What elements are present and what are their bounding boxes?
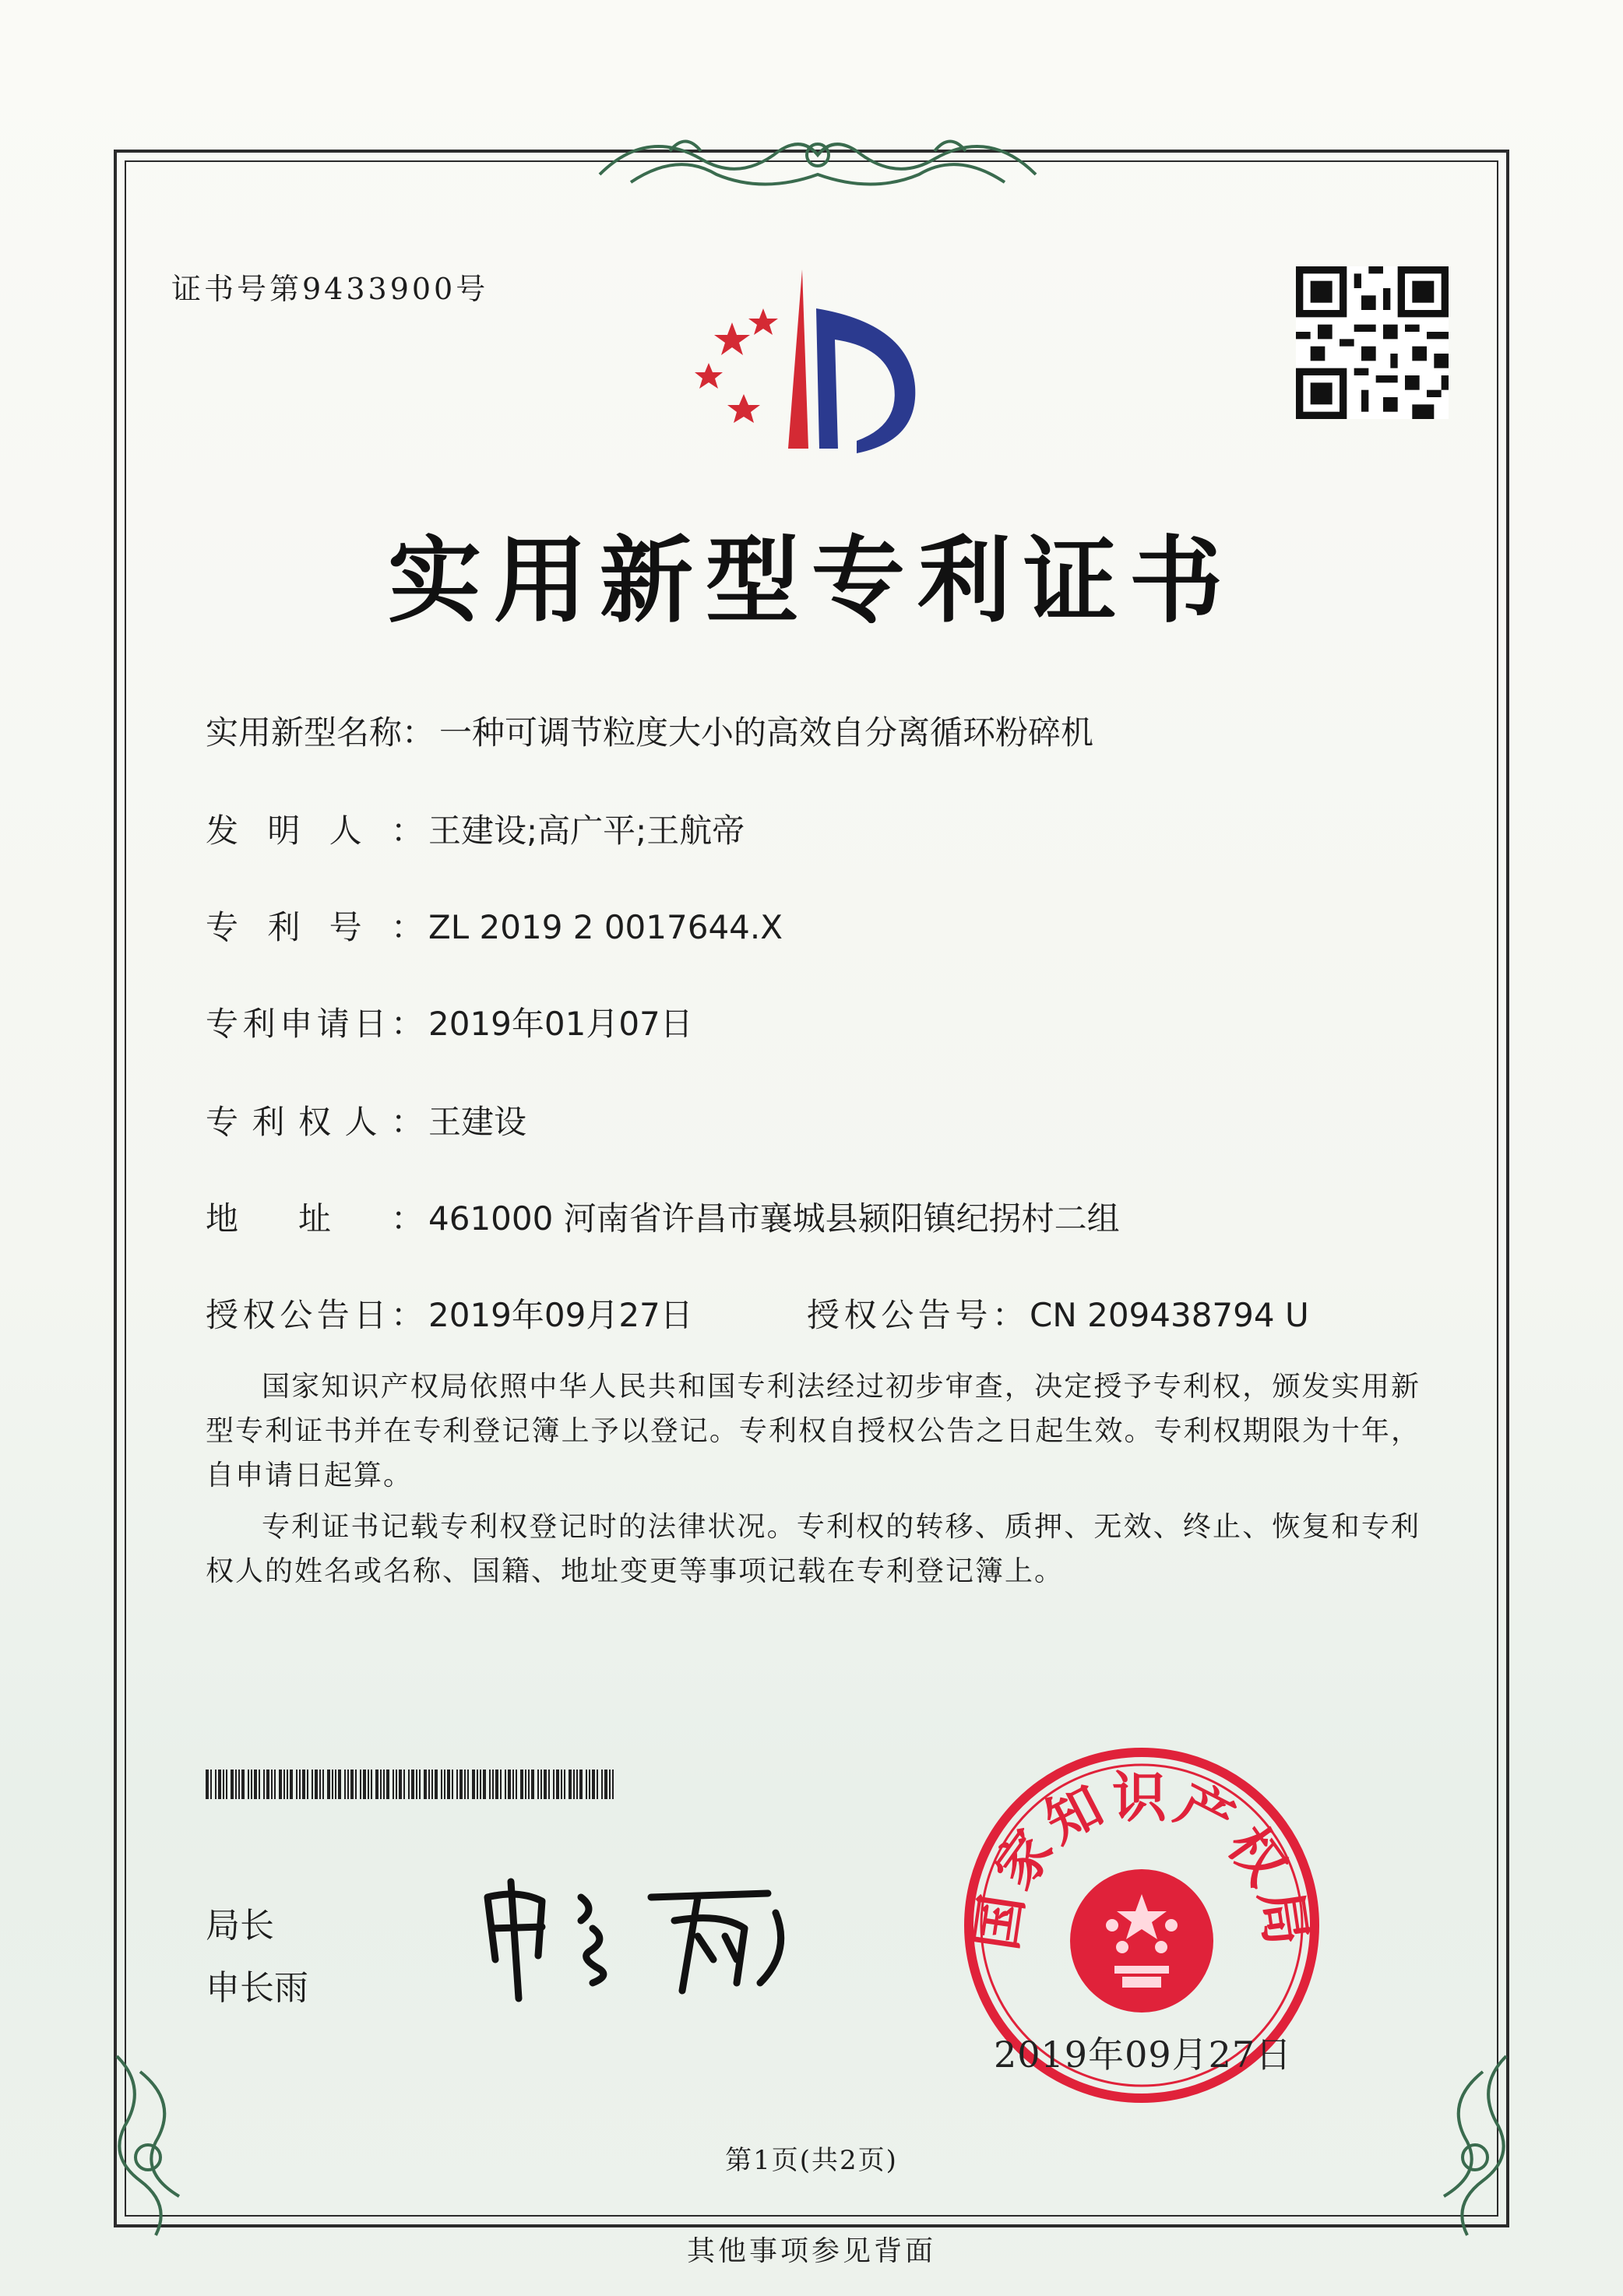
- field-grant-date: [206, 1290, 693, 1336]
- certificate-number: 证书号第9433900号: [171, 272, 489, 306]
- field-value: 王建设: [428, 1103, 527, 1141]
- field-label: 专利申请日：: [206, 1005, 424, 1043]
- field-value: 2019年01月07日: [428, 1005, 693, 1043]
- field-label: 授权公告日：: [206, 1296, 424, 1334]
- field-label: 发明人：: [206, 812, 424, 850]
- field-value: 461000 河南省许昌市襄城县颍阳镇纪拐村二组: [428, 1199, 1120, 1238]
- field-utility-model-name: [206, 707, 1093, 754]
- qr-code: [1296, 266, 1449, 419]
- body-paragraph: 专利证书记载专利权登记时的法律状况。专利权的转移、质押、无效、终止、恢复和专利权人的姓名或名称、国籍、地址变更等事项记载在专利登记簿上。: [206, 1511, 1421, 1587]
- field-value: 王建设;高广平;王航帝: [428, 812, 745, 850]
- director-title: 局长: [206, 1906, 274, 1946]
- field-patent-number: [206, 902, 783, 949]
- field-label: 地址：: [206, 1199, 424, 1238]
- field-value: ZL 2019 2 0017644.X: [428, 908, 783, 946]
- field-value: CN 209438794 U: [1030, 1296, 1309, 1334]
- field-value: 2019年09月27日: [428, 1296, 693, 1334]
- field-address: [206, 1193, 1120, 1240]
- top-ornament-icon: [584, 120, 1051, 198]
- director-name: 申长雨: [206, 1968, 308, 2008]
- seal-text: 国家知识产权局: [963, 1766, 1320, 1954]
- certificate-title: 实用新型专利证书: [388, 527, 1235, 636]
- field-grant-number: [807, 1290, 1309, 1336]
- field-inventor: [206, 805, 745, 852]
- field-label: 授权公告号：: [807, 1296, 1025, 1334]
- field-label: 专利权人：: [206, 1103, 424, 1141]
- field-patentee: [206, 1097, 526, 1143]
- field-value: 一种可调节粒度大小的高效自分离循环粉碎机: [439, 713, 1094, 752]
- patent-office-logo-icon: [685, 262, 942, 456]
- page-number: 第1页(共2页): [725, 2145, 898, 2176]
- director-signature: [464, 1866, 807, 2006]
- field-application-date: [206, 998, 693, 1045]
- seal-date: 2019年09月27日: [994, 2034, 1293, 2076]
- body-paragraph: 国家知识产权局依照中华人民共和国专利法经过初步审查，决定授予专利权，颁发实用新型专利证书并在专利登记簿上予以登记。专利权自授权公告之日起生效。专利权期限为十年，自申请日起算。: [206, 1371, 1421, 1491]
- field-label: 专利号：: [206, 908, 424, 946]
- field-label: 实用新型名称：: [206, 713, 435, 752]
- back-note: 其他事项参见背面: [686, 2235, 936, 2267]
- barcode: [206, 1770, 620, 1799]
